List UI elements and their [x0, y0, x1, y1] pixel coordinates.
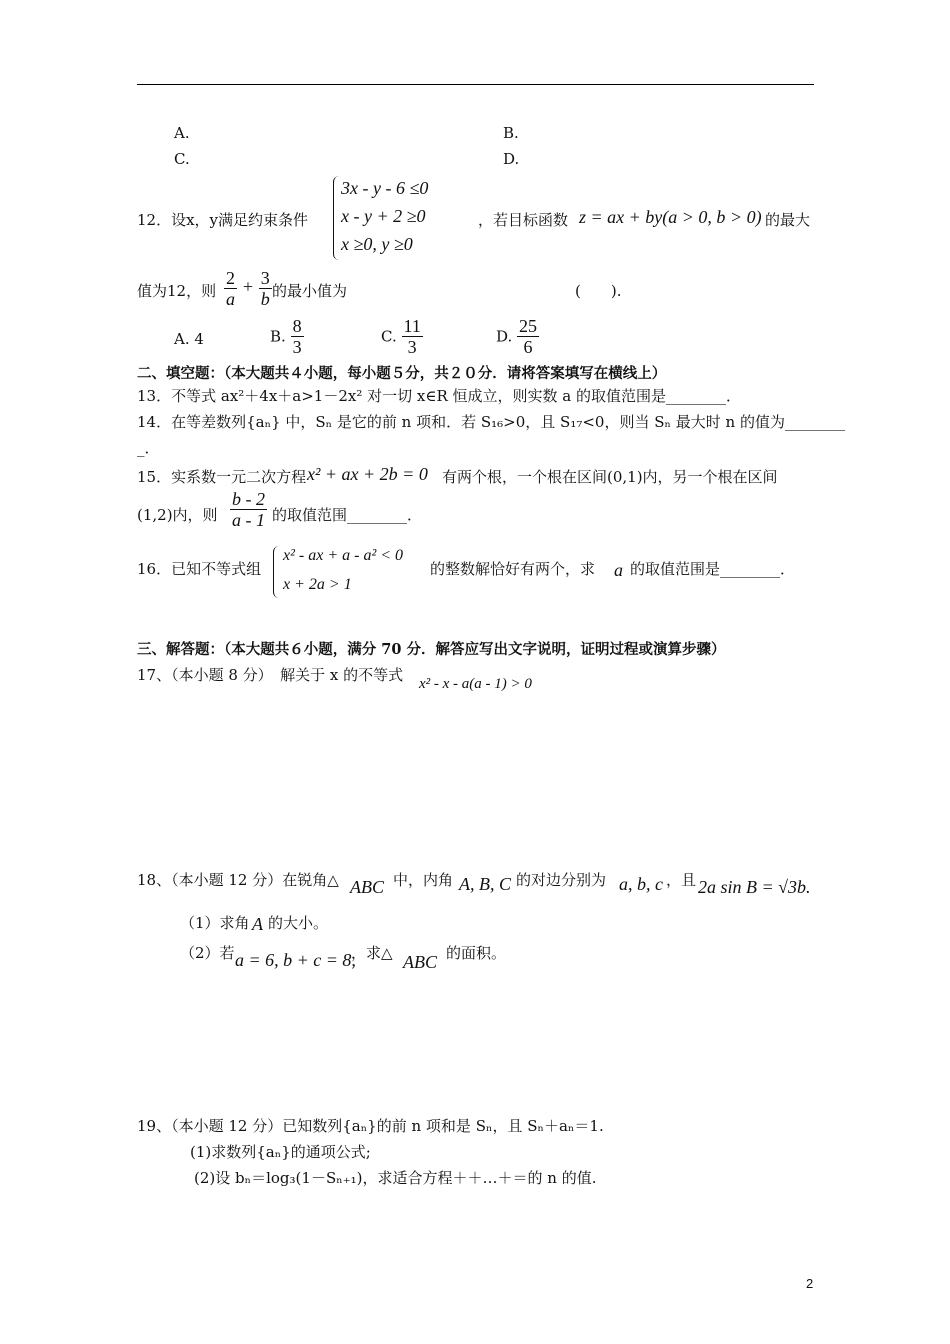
q16-suffix2: 的取值范围是________． [630, 560, 796, 578]
q15-line2-suffix: 的取值范围________． [272, 506, 423, 524]
q12-mid: ，若目标函数 [478, 211, 569, 229]
section2-heading: 二、填空题：（本大题共４小题，每小题５分，共２０分．请将答案填写在横线上） [137, 365, 667, 382]
option-d-num: 25 [519, 316, 538, 336]
q18-part2-suffix: 的面积。 [446, 944, 507, 962]
option-d-den: 6 [523, 337, 533, 357]
q18-prefix: 18、（本小题 12 分）在锐角△ [137, 871, 339, 889]
section3-heading: 三、解答题：（本大题共６小题，满分 70 分．解答应写出文字说明，证明过程或演算步骤） [137, 641, 726, 658]
q18-angles: A, B, C [459, 874, 511, 894]
header-rule [137, 84, 814, 85]
q16-prefix: 16．已知不等式组 [137, 560, 262, 578]
option-d-label: D. [496, 327, 513, 346]
q18-sides: a, b, c [619, 874, 663, 894]
q12-brace [333, 176, 340, 260]
option-c-label: C. [381, 327, 397, 346]
q15-equation: x² + ax + 2b = 0 [307, 464, 428, 484]
q15-line1-suffix: 有两个根，一个根在区间(0,1)内，另一个根在区间 [442, 468, 778, 486]
q12-suffix: 的最大 [765, 211, 811, 229]
q15-fraction [230, 489, 267, 530]
q12-constraint-3: x ≥0, y ≥0 [341, 234, 413, 254]
q12-prefix: 12．设x，y满足约束条件 [137, 211, 309, 229]
q18-part2-cond: a = 6, b + c = 8, [235, 950, 356, 970]
q12-constraint-1: 3x - y - 6 ≤0 [341, 178, 429, 198]
option-b-den: 3 [292, 337, 302, 357]
q16-constraint-1: x² - ax + a - a² < 0 [283, 547, 404, 564]
q18-mid1: 中，内角 [393, 871, 454, 889]
q17-inequality: x² - x - a(a - 1) > 0 [419, 676, 532, 692]
q12-objective: z = ax + by(a > 0, b > 0) [579, 207, 762, 227]
option-c-num: 11 [403, 316, 421, 336]
frac1-num: 2 [226, 268, 235, 288]
q16-constraint-2: x + 2a > 1 [283, 576, 352, 593]
option-b-num: 8 [292, 316, 302, 336]
q18-part1-suffix: 的大小。 [268, 914, 329, 932]
q18-condition: 2a sin B = √3b. [698, 877, 811, 897]
q12-option-c [381, 316, 423, 357]
q12-constraint-2: x - y + 2 ≥0 [341, 206, 426, 226]
q15-frac-num: b - 2 [232, 489, 265, 509]
q18-part2-abc: ABC [403, 952, 437, 972]
q12-fraction-expression [224, 268, 272, 309]
q16-suffix1: 的整数解恰好有两个，求 [430, 560, 596, 578]
q18-abc: ABC [350, 877, 384, 897]
q15-frac-den: a - 1 [232, 510, 265, 530]
q19-part1: (1)求数列{aₙ}的通项公式; [190, 1143, 371, 1161]
plus-sign: + [241, 276, 254, 297]
q12-answer-paren: ( ). [575, 282, 622, 300]
q11-option-a: A. [174, 124, 190, 142]
q12-line2-suffix: 的最小值为 [272, 282, 348, 300]
option-b-label: B. [270, 327, 286, 346]
q12-option-a: A. 4 [174, 330, 204, 348]
q12-line2-prefix: 值为12，则 [137, 282, 217, 300]
q17-text: 17、（本小题 8 分） 解关于 x 的不等式 [137, 666, 404, 684]
q15-line1-prefix: 15．实系数一元二次方程 [137, 468, 307, 486]
frac2-den: b [260, 289, 270, 309]
q18-part2-prefix: （2）若 [180, 944, 235, 962]
q15-line2-prefix: (1,2)内，则 [137, 506, 218, 524]
q16-var: a [614, 560, 623, 580]
q16-brace [273, 546, 280, 598]
q11-option-b: B. [503, 124, 519, 142]
q14-line2: _． [137, 439, 160, 457]
frac2-num: 3 [260, 268, 270, 288]
q13-text: 13．不等式 ax²＋4x＋a>1－2x² 对一切 x∈R 恒成立，则实数 a 的取值范围是________． [137, 387, 741, 405]
q18-part1-var: A [252, 914, 263, 934]
page-number: 2 [806, 1276, 814, 1291]
q11-option-c: C. [174, 150, 190, 168]
q18-mid2: 的对边分别为 [516, 871, 607, 889]
q18-part1-prefix: （1）求角 [180, 914, 250, 932]
option-c-den: 3 [407, 337, 417, 357]
q11-option-d: D. [503, 150, 520, 168]
q14-line1: 14．在等差数列{aₙ} 中，Sₙ 是它的前 n 项和．若 S₁₆>0，且 S₁₇<0，则当 Sₙ 最大时 n 的值为________ [137, 413, 845, 431]
q19-line1: 19、（本小题 12 分）已知数列{aₙ}的前 n 项和是 Sₙ，且 Sₙ＋aₙ＝1. [137, 1117, 604, 1135]
frac1-den: a [226, 289, 235, 309]
q12-option-b [270, 316, 304, 357]
q19-part2: (2)设 bₙ＝log₃(1－Sₙ₊₁)，求适合方程＋＋…＋＝的 n 的值. [194, 1169, 597, 1187]
q18-part2-mid: ，求△ [351, 944, 393, 962]
q12-option-d [496, 316, 539, 357]
q18-mid3: ，且 [666, 871, 697, 889]
